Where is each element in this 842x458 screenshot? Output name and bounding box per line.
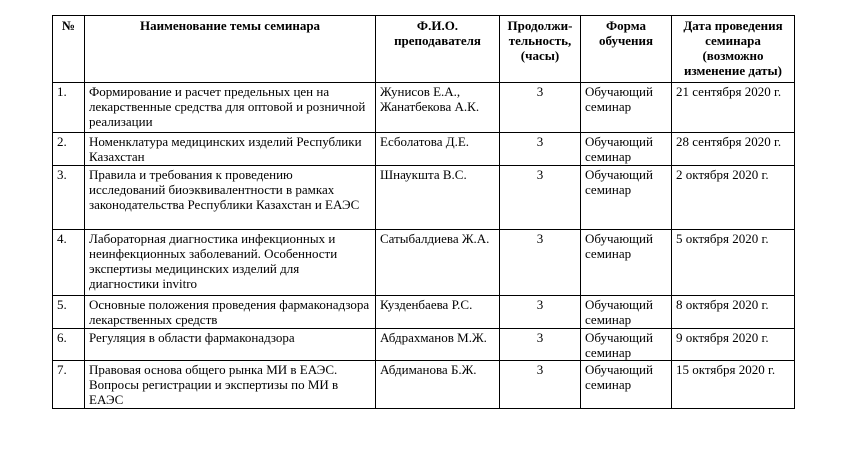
row-form: Обучающий семинар — [581, 230, 672, 296]
header-number: № — [53, 16, 85, 83]
row-teacher: Абдиманова Б.Ж. — [376, 361, 500, 409]
row-form: Обучающий семинар — [581, 166, 672, 230]
table-row — [53, 230, 795, 296]
row-topic: Основные положения проведения фармаконадзора лекарственных средств — [85, 296, 376, 329]
row-form: Обучающий семинар — [581, 329, 672, 361]
table-row — [53, 296, 795, 329]
row-date: 15 октября 2020 г. — [672, 361, 795, 409]
row-topic: Лабораторная диагностика инфекционных и неинфекционных заболеваний. Особенности экспертизы медицинских изделий для диагностики invitro — [85, 230, 376, 296]
row-number: 2. — [53, 133, 85, 166]
row-teacher: Абдрахманов М.Ж. — [376, 329, 500, 361]
table-row — [53, 83, 795, 133]
table-header-row — [53, 16, 795, 83]
row-teacher: Есболатова Д.Е. — [376, 133, 500, 166]
row-topic: Регуляция в области фармаконадзора — [85, 329, 376, 361]
seminar-schedule-table — [52, 15, 795, 409]
header-teacher: Ф.И.О. преподавателя — [376, 16, 500, 83]
row-duration: 3 — [500, 166, 581, 230]
row-date: 8 октября 2020 г. — [672, 296, 795, 329]
row-form: Обучающий семинар — [581, 133, 672, 166]
row-date: 5 октября 2020 г. — [672, 230, 795, 296]
row-number: 4. — [53, 230, 85, 296]
row-duration: 3 — [500, 230, 581, 296]
header-topic: Наименование темы семинара — [85, 16, 376, 83]
table-row — [53, 361, 795, 409]
header-form: Форма обучения — [581, 16, 672, 83]
header-duration: Продолжи-тельность, (часы) — [500, 16, 581, 83]
row-date: 2 октября 2020 г. — [672, 166, 795, 230]
table-row — [53, 166, 795, 230]
table-row — [53, 329, 795, 361]
row-duration: 3 — [500, 296, 581, 329]
row-date: 21 сентября 2020 г. — [672, 83, 795, 133]
row-number: 5. — [53, 296, 85, 329]
row-duration: 3 — [500, 83, 581, 133]
row-duration: 3 — [500, 133, 581, 166]
row-number: 6. — [53, 329, 85, 361]
row-teacher: Шнаукшта В.С. — [376, 166, 500, 230]
row-form: Обучающий семинар — [581, 296, 672, 329]
row-teacher: Сатыбалдиева Ж.А. — [376, 230, 500, 296]
row-teacher: Жунисов Е.А., Жанатбекова А.К. — [376, 83, 500, 133]
row-date: 9 октября 2020 г. — [672, 329, 795, 361]
row-form: Обучающий семинар — [581, 83, 672, 133]
row-form: Обучающий семинар — [581, 361, 672, 409]
row-topic: Формирование и расчет предельных цен на лекарственные средства для оптовой и розничной реализации — [85, 83, 376, 133]
row-topic: Правила и требования к проведению исследований биоэквивалентности в рамках законодательства Республики Казахстан и ЕАЭС — [85, 166, 376, 230]
table-row — [53, 133, 795, 166]
row-duration: 3 — [500, 329, 581, 361]
row-topic: Номенклатура медицинских изделий Республики Казахстан — [85, 133, 376, 166]
row-number: 1. — [53, 83, 85, 133]
header-date: Дата проведения семинара (возможно изменение даты) — [672, 16, 795, 83]
row-teacher: Кузденбаева Р.С. — [376, 296, 500, 329]
row-number: 3. — [53, 166, 85, 230]
row-number: 7. — [53, 361, 85, 409]
row-topic: Правовая основа общего рынка МИ в ЕАЭС. Вопросы регистрации и экспертизы по МИ в ЕАЭС — [85, 361, 376, 409]
row-date: 28 сентября 2020 г. — [672, 133, 795, 166]
row-duration: 3 — [500, 361, 581, 409]
